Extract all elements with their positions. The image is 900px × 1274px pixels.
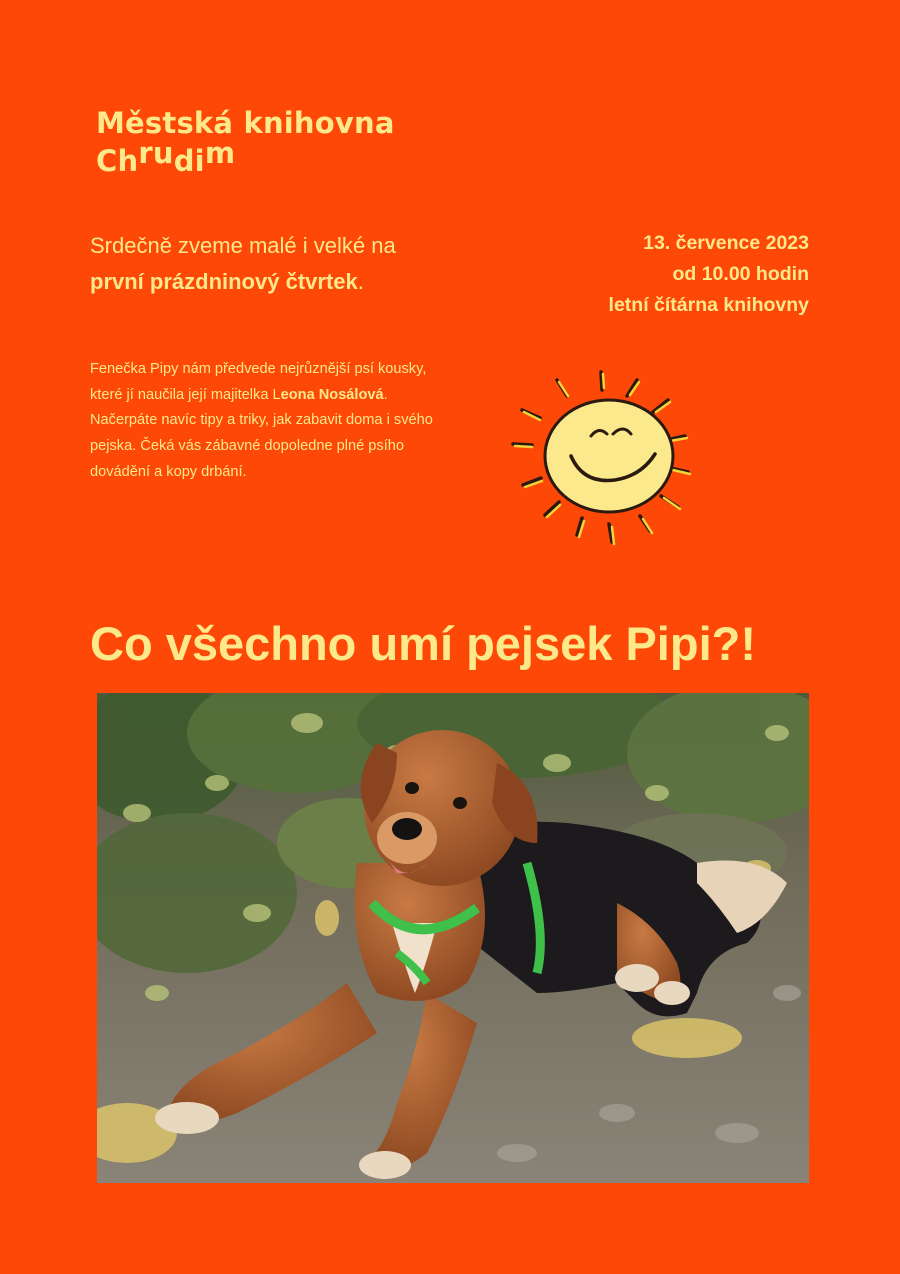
event-time: od 10.00 hodin [672,263,809,285]
invitation-part: Srdečně zveme malé i velké na [90,233,396,258]
description-text [90,357,450,486]
description-part: Fenečka Pipy nám předvede nejrůznější psí kousky, které jí naučila její majitelka L [90,361,427,403]
invitation-text [90,228,450,300]
description-part: . Načerpáte navíc tipy a triky, jak zabavit doma i svého pejska. Čeká vás zábavné dopoledne plné psího dovádění a kopy drbání. [90,386,433,480]
dog-photo [97,693,809,1183]
invitation-highlight: první prázdninový čtvrtek [90,269,358,294]
smiling-sun-icon [495,360,725,560]
event-place: letní čítárna knihovny [608,294,809,316]
headline: Co všechno umí pejsek Pipi?! [90,617,756,670]
logo-line-1: Městská knihovna [96,106,395,140]
logo-part: di [173,144,205,178]
event-details [609,228,809,321]
event-date: 13. července 2023 [643,232,809,254]
logo-part: m [204,136,236,170]
library-logo [96,104,395,180]
logo-line-2 [96,136,395,180]
invitation-part: . [357,269,364,294]
logo-part: Ch [96,144,139,178]
description-name: eona Nosálová [280,386,384,403]
logo-part: ru [138,136,174,170]
